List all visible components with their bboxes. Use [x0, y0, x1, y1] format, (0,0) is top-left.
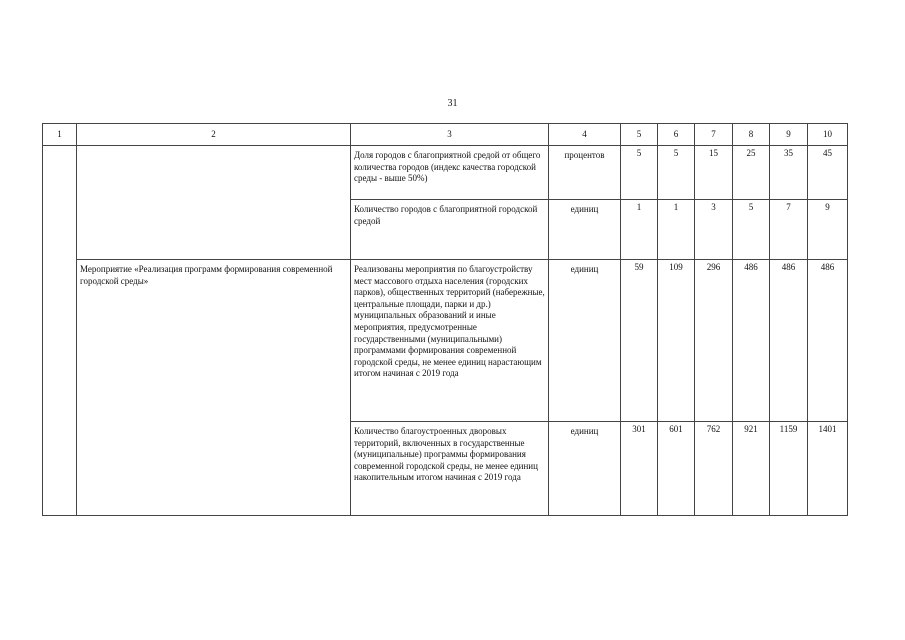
header-cell: 6	[658, 124, 695, 146]
value-cell: 35	[770, 146, 808, 200]
indicator-cell: Количество городов с благоприятной городской средой	[351, 200, 549, 260]
header-cell: 4	[549, 124, 621, 146]
value-cell: 59	[621, 260, 658, 422]
table-row	[43, 146, 848, 200]
header-cell: 9	[770, 124, 808, 146]
value-cell: 25	[733, 146, 770, 200]
value-cell: 5	[621, 146, 658, 200]
value-cell: 5	[733, 200, 770, 260]
unit-cell: процентов	[549, 146, 621, 200]
table-header-row	[43, 124, 848, 146]
value-cell: 7	[770, 200, 808, 260]
value-cell: 601	[658, 422, 695, 516]
value-cell: 1	[658, 200, 695, 260]
header-cell: 7	[695, 124, 733, 146]
value-cell: 5	[658, 146, 695, 200]
unit-cell: единиц	[549, 260, 621, 422]
header-cell: 1	[43, 124, 77, 146]
value-cell: 762	[695, 422, 733, 516]
value-cell: 486	[808, 260, 848, 422]
value-cell: 486	[733, 260, 770, 422]
value-cell: 45	[808, 146, 848, 200]
indicator-cell: Доля городов с благоприятной средой от общего количества городов (индекс качества городской среды - выше 50%)	[351, 146, 549, 200]
header-cell: 5	[621, 124, 658, 146]
value-cell: 1	[621, 200, 658, 260]
value-cell: 296	[695, 260, 733, 422]
header-cell: 3	[351, 124, 549, 146]
indicator-cell: Количество благоустроенных дворовых территорий, включенных в государственные (муниципальные) программы формирования современной городской среды, не менее единиц накопительным итогом начиная с 2019 года	[351, 422, 549, 516]
header-cell: 8	[733, 124, 770, 146]
table-row	[43, 260, 848, 422]
value-cell: 15	[695, 146, 733, 200]
value-cell: 486	[770, 260, 808, 422]
value-cell: 301	[621, 422, 658, 516]
indicators-table	[42, 123, 848, 516]
value-cell: 921	[733, 422, 770, 516]
value-cell: 3	[695, 200, 733, 260]
measure-cell: Мероприятие «Реализация программ формирования современной городской среды»	[77, 260, 351, 516]
header-cell: 10	[808, 124, 848, 146]
unit-cell: единиц	[549, 422, 621, 516]
indicator-cell: Реализованы мероприятия по благоустройству мест массового отдыха населения (городских парков), общественных территорий (набережные, центральные площади, парки и др.) муниципальных образований и иные мероприятия, предусмотренные государственными (муниципальными) программами формирования современной городской среды, не менее единиц нарастающим итогом начиная с 2019 года	[351, 260, 549, 422]
page-number: 31	[447, 98, 458, 109]
measure-cell	[77, 146, 351, 260]
unit-cell: единиц	[549, 200, 621, 260]
value-cell: 1159	[770, 422, 808, 516]
value-cell: 109	[658, 260, 695, 422]
value-cell: 9	[808, 200, 848, 260]
value-cell: 1401	[808, 422, 848, 516]
header-cell: 2	[77, 124, 351, 146]
number-cell	[43, 146, 77, 516]
